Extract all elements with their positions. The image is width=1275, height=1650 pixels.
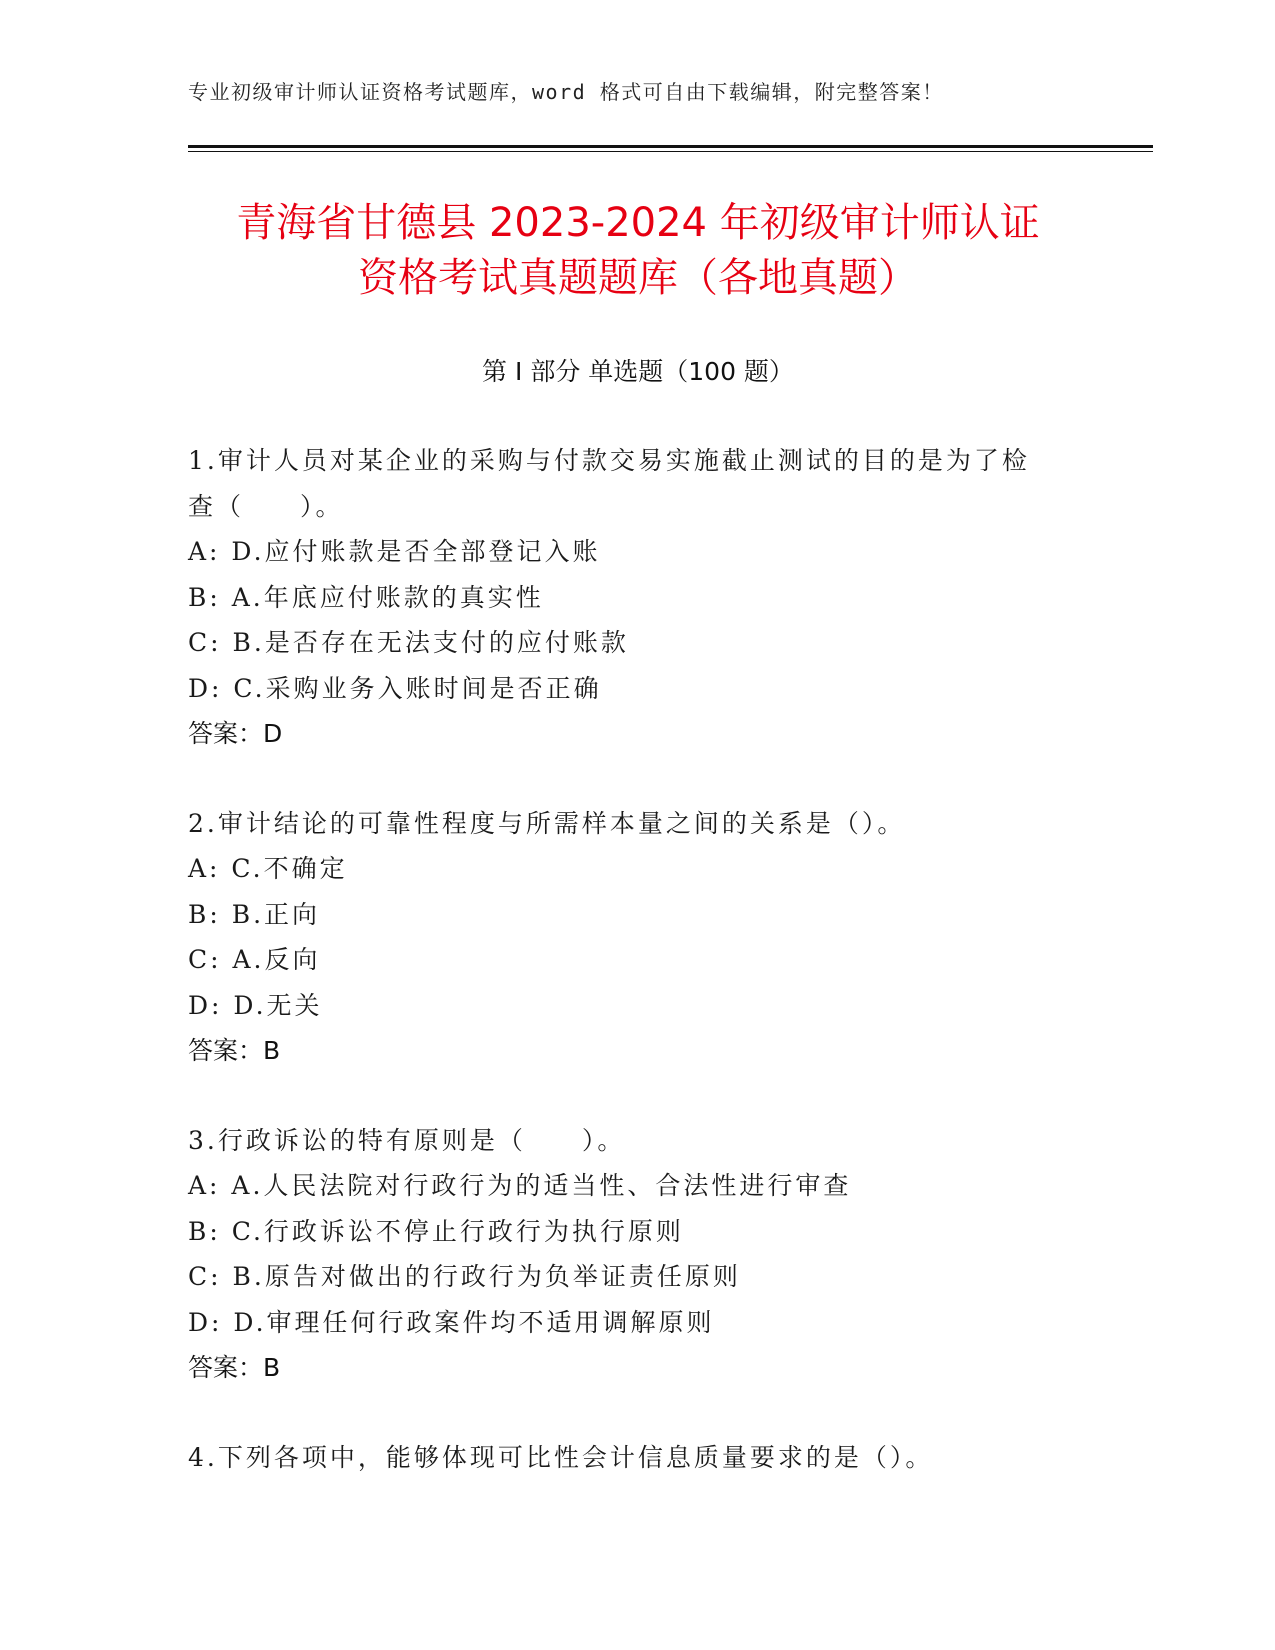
option-c: C: B.是否存在无法支付的应付账款 (188, 628, 629, 657)
question-stem: 1.审计人员对某企业的采购与付款交易实施截止测试的目的是为了检 (188, 446, 1030, 475)
header-rule-thick (188, 145, 1153, 148)
section-title: 第 I 部分 单选题（100 题） (482, 357, 794, 386)
question-stem: 3.行政诉讼的特有原则是（ ）。 (188, 1125, 626, 1155)
question-stem: 4.下列各项中，能够体现可比性会计信息质量要求的是（）。 (188, 1442, 934, 1472)
option-d: D: D.无关 (188, 990, 323, 1020)
answer: 答案：B (188, 1036, 281, 1065)
question-1 (188, 438, 1068, 757)
question-3 (188, 1118, 1068, 1391)
option-d: D: D.审理任何行政案件均不适用调解原则 (188, 1307, 715, 1337)
answer: 答案：D (188, 719, 283, 748)
option-d: D: C.采购业务入账时间是否正确 (188, 673, 602, 703)
option-a: A: D.应付账款是否全部登记入账 (188, 537, 601, 566)
title-line-1: 青海省甘德县 2023-2024 年初级审计师认证 (236, 200, 1040, 246)
option-b: B: A.年底应付账款的真实性 (188, 582, 544, 612)
question-2 (188, 801, 1068, 1074)
option-b: B: C.行政诉讼不停止行政行为执行原则 (188, 1216, 684, 1246)
question-4 (188, 1435, 1068, 1481)
answer: 答案：B (188, 1353, 281, 1382)
title-line-2: 资格考试真题题库（各地真题） (358, 255, 918, 301)
question-stem-continued: 查（ ）。 (188, 491, 344, 521)
option-b: B: B.正向 (188, 899, 321, 929)
option-a: A: A.人民法院对行政行为的适当性、合法性进行审查 (188, 1171, 852, 1200)
header-rule-thin (188, 151, 1153, 152)
question-list (188, 438, 1068, 1524)
document-title (188, 196, 1088, 306)
option-c: C: A.反向 (188, 945, 321, 974)
question-stem: 2.审计结论的可靠性程度与所需样本量之间的关系是（）。 (188, 808, 906, 838)
option-a: A: C.不确定 (188, 854, 348, 883)
option-c: C: B.原告对做出的行政行为负举证责任原则 (188, 1262, 741, 1291)
header-note: 专业初级审计师认证资格考试题库，word 格式可自由下载编辑，附完整答案！ (188, 80, 944, 104)
